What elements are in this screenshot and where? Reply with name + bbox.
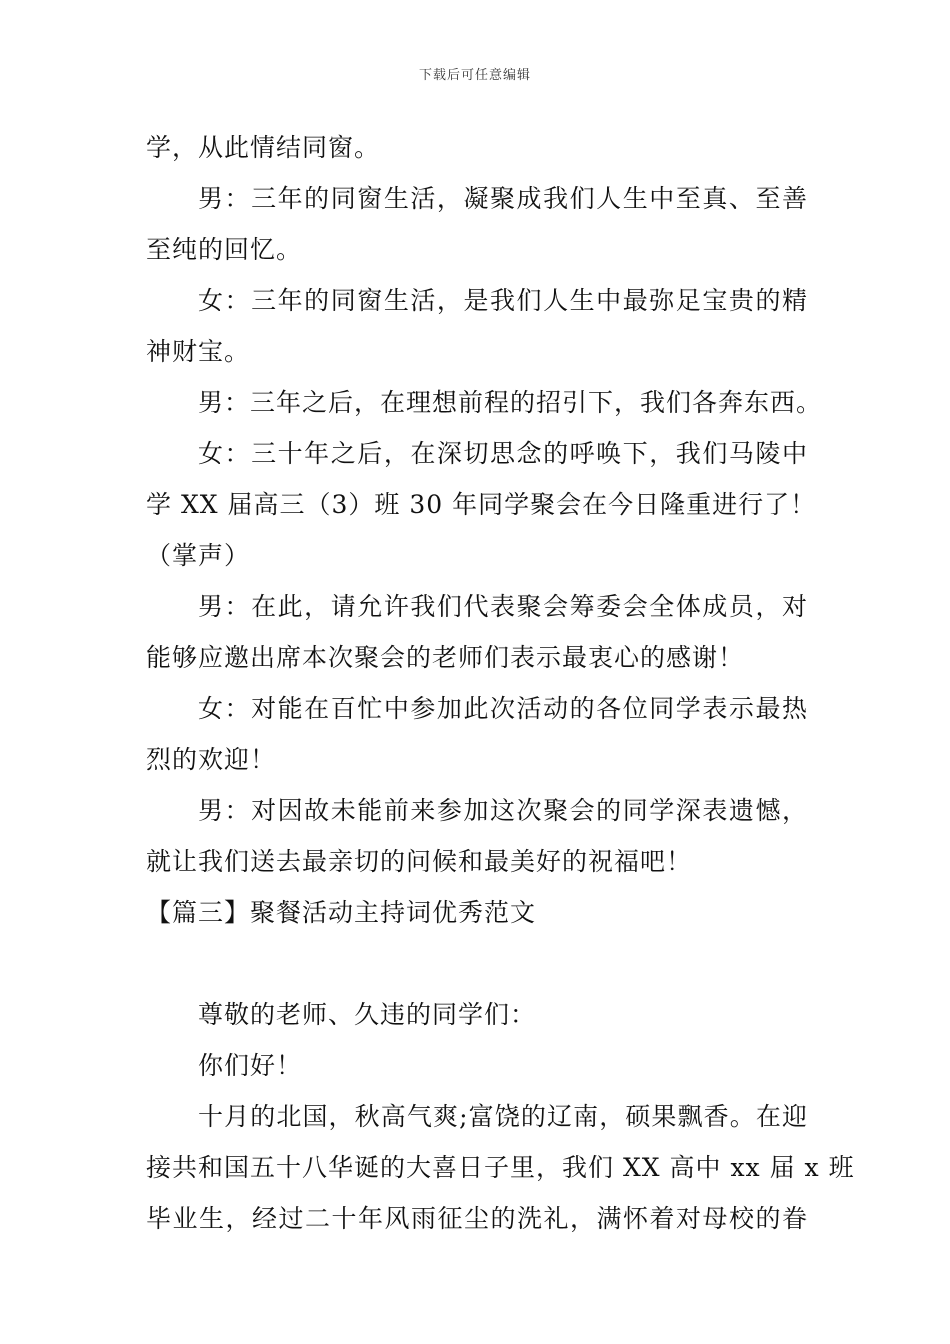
text-line: 毕业生，经过二十年风雨征尘的洗礼，满怀着对母校的眷 [146, 1204, 808, 1233]
text-line: 尊敬的老师、久违的同学们： [198, 1000, 537, 1029]
text-line: 至纯的回忆。 [146, 235, 303, 264]
text-line: 神财宝。 [146, 337, 251, 366]
text-line: （掌声） [146, 541, 251, 570]
text-line: 烈的欢迎！ [146, 745, 277, 774]
text-line: 男：三年的同窗生活，凝聚成我们人生中至真、至善 [198, 184, 808, 213]
text-line: 学 XX 届高三（3）班 30 年同学聚会在今日隆重进行了！ [146, 490, 817, 519]
text-line: 女：三十年之后，在深切思念的呼唤下，我们马陵中 [198, 439, 808, 468]
text-line: 你们好！ [198, 1051, 303, 1080]
text-line: 接共和国五十八华诞的大喜日子里，我们 XX 高中 xx 届 x 班 [146, 1153, 855, 1182]
document-body [146, 122, 855, 1244]
text-line: 男：三年之后，在理想前程的招引下，我们各奔东西。 [198, 388, 823, 417]
page-header-note: 下载后可任意编辑 [418, 68, 531, 83]
text-line: 能够应邀出席本次聚会的老师们表示最衷心的感谢！ [146, 643, 745, 672]
text-line: 女：三年的同窗生活，是我们人生中最弥足宝贵的精 [198, 286, 808, 315]
text-line: 学，从此情结同窗。 [146, 133, 381, 162]
text-line: 女：对能在百忙中参加此次活动的各位同学表示最热 [198, 694, 808, 723]
text-line: 男：对因故未能前来参加这次聚会的同学深表遗憾， [198, 796, 808, 825]
text-line: 十月的北国，秋高气爽;富饶的辽南，硕果飘香。在迎 [198, 1102, 808, 1131]
blank-line [146, 938, 808, 989]
text-line: 男：在此，请允许我们代表聚会筹委会全体成员，对 [198, 592, 808, 621]
text-line: 就让我们送去最亲切的问候和最美好的祝福吧！ [146, 847, 693, 876]
section-heading: 【篇三】聚餐活动主持词优秀范文 [146, 898, 537, 927]
